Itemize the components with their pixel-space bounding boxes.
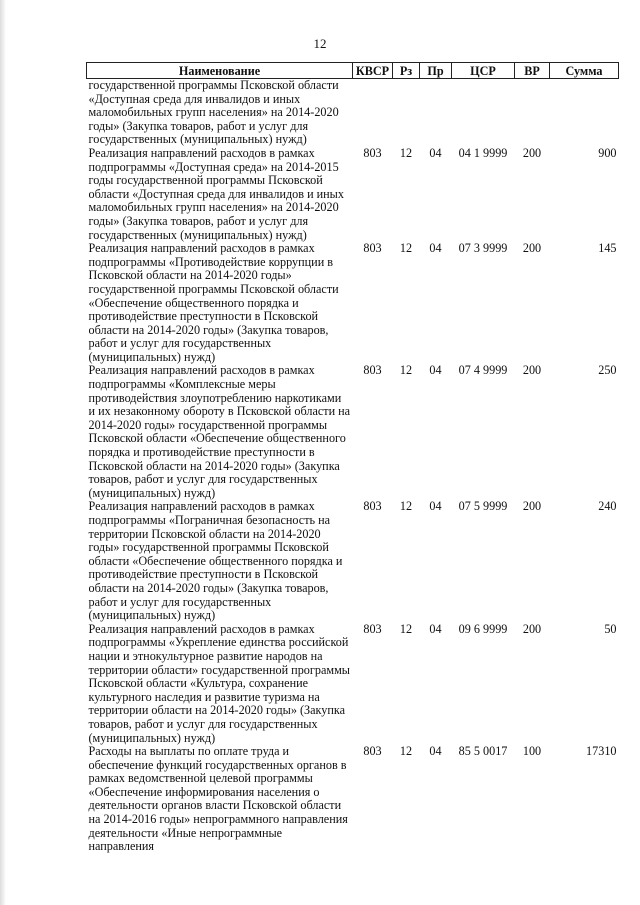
row-name: Реализация направлений расходов в рамках подпрограммы «Противодействие коррупции в Псковской области на 2014-2020 годы» государственной программы Псковской области «Обеспечение общественного порядка и противодействие преступности в Псковской области на 2014-2020 годы» (Закупка товаров, работ и услуг для государственных (муниципальных) нужд): [88, 241, 339, 364]
row-rz: 12: [399, 744, 413, 759]
table-row: [87, 79, 619, 147]
row-vr: 200: [522, 499, 542, 514]
row-sum: 145: [598, 241, 617, 256]
row-csr: 07 4 9999: [458, 363, 508, 378]
table-row: [87, 364, 619, 500]
row-vr: 200: [522, 145, 542, 160]
row-rz: [393, 79, 420, 147]
row-vr: 200: [522, 241, 542, 256]
header-csr: ЦСР: [452, 63, 515, 79]
table-row: [87, 242, 619, 364]
row-sum: [550, 79, 619, 147]
row-vr: 200: [522, 363, 542, 378]
row-kvsr: 803: [363, 241, 382, 256]
row-kvsr: 803: [363, 145, 382, 160]
table-row: [87, 147, 619, 242]
row-name: государственной программы Псковской области «Доступная среда для инвалидов и иных маломобильных групп населения» на 2014-2020 годы» (Закупка товаров, работ и услуг для государственных (муниципальных) нужд): [88, 78, 339, 147]
header-pr: Пр: [420, 63, 452, 79]
row-rz: 12: [399, 145, 413, 160]
row-csr: 09 6 9999: [458, 621, 508, 636]
row-name: Реализация направлений расходов в рамках подпрограммы «Укрепление единства российской нации и этнокультурное развитие народов на территории области» государственной программы Псковской области «Культура, сохранение культурного наследия и развитие туризма на территории области на 2014-2020 годы» (Закупка товаров, работ и услуг для государственных (муниципальных) нужд): [88, 621, 351, 745]
header-rz: Рз: [393, 63, 420, 79]
header-vr: ВР: [515, 63, 550, 79]
row-name: Реализация направлений расходов в рамках подпрограммы «Доступная среда» на 2014-2015 годы государственной программы Псковской области «Доступная среда для инвалидов и иных маломобильных групп населения» на 2014-2020 годы» (Закупка товаров, работ и услуг для государственных (муниципальных) нужд): [88, 145, 344, 242]
row-sum: 900: [598, 145, 617, 160]
row-vr: 100: [522, 744, 542, 759]
budget-table: [86, 62, 619, 854]
header-sum: Сумма: [550, 63, 619, 79]
row-sum: 250: [598, 363, 617, 378]
scan-edge: [0, 0, 6, 905]
row-pr: 04: [429, 363, 442, 378]
row-rz: 12: [399, 499, 413, 514]
row-sum: 240: [598, 499, 617, 514]
row-pr: 04: [429, 621, 442, 636]
row-pr: 04: [429, 145, 442, 160]
row-rz: 12: [399, 363, 413, 378]
row-sum: 17310: [586, 744, 617, 759]
table-row: [87, 745, 619, 854]
row-csr: 07 3 9999: [458, 241, 508, 256]
table-header-row: [87, 63, 619, 79]
row-kvsr: [353, 79, 393, 147]
row-pr: 04: [429, 241, 442, 256]
row-name: Реализация направлений расходов в рамках подпрограммы «Комплексные меры противодействия злоупотреблению наркотиками и их незаконному обороту в Псковской области на 2014-2020 годы» государственной программы Псковской области «Обеспечение общественного порядка и противодействие преступности в Псковской области на 2014-2020 годы» (Закупка товаров, работ и услуг для государственных (муниципальных) нужд): [88, 363, 351, 500]
table-row: [87, 500, 619, 622]
row-name: Реализация направлений расходов в рамках подпрограммы «Пограничная безопасность на территории Псковской области на 2014-2020 годы» государственной программы Псковской области «Обеспечение общественного порядка и противодействие преступности в Псковской области на 2014-2020 годы» (Закупка товаров, работ и услуг для государственных (муниципальных) нужд): [88, 499, 343, 623]
row-pr: 04: [429, 499, 442, 514]
row-kvsr: 803: [363, 499, 382, 514]
row-kvsr: 803: [363, 363, 382, 378]
row-rz: 12: [399, 241, 413, 256]
row-rz: 12: [399, 621, 413, 636]
row-kvsr: 803: [363, 744, 382, 759]
row-sum: 50: [604, 621, 617, 636]
row-kvsr: 803: [363, 621, 382, 636]
row-csr: 07 5 9999: [458, 499, 508, 514]
row-pr: [420, 79, 452, 147]
row-pr: 04: [429, 744, 442, 759]
table-row: [87, 623, 619, 745]
row-vr: 200: [522, 621, 542, 636]
header-name: Наименование: [87, 63, 353, 79]
row-csr: 85 5 0017: [458, 744, 508, 759]
page-number: 12: [313, 36, 327, 51]
row-csr: [452, 79, 515, 147]
header-kvsr: КВСР: [353, 63, 393, 79]
row-name: Расходы на выплаты по оплате труда и обеспечение функций государственных органов в рамках ведомственной целевой программы «Обеспечение информирования населения о деятельности органов власти Псковской области на 2014-2016 годы» непрограммного направления деятельности «Иные непрограммные направления: [88, 744, 348, 854]
row-csr: 04 1 9999: [458, 145, 508, 160]
row-vr: [515, 79, 550, 147]
